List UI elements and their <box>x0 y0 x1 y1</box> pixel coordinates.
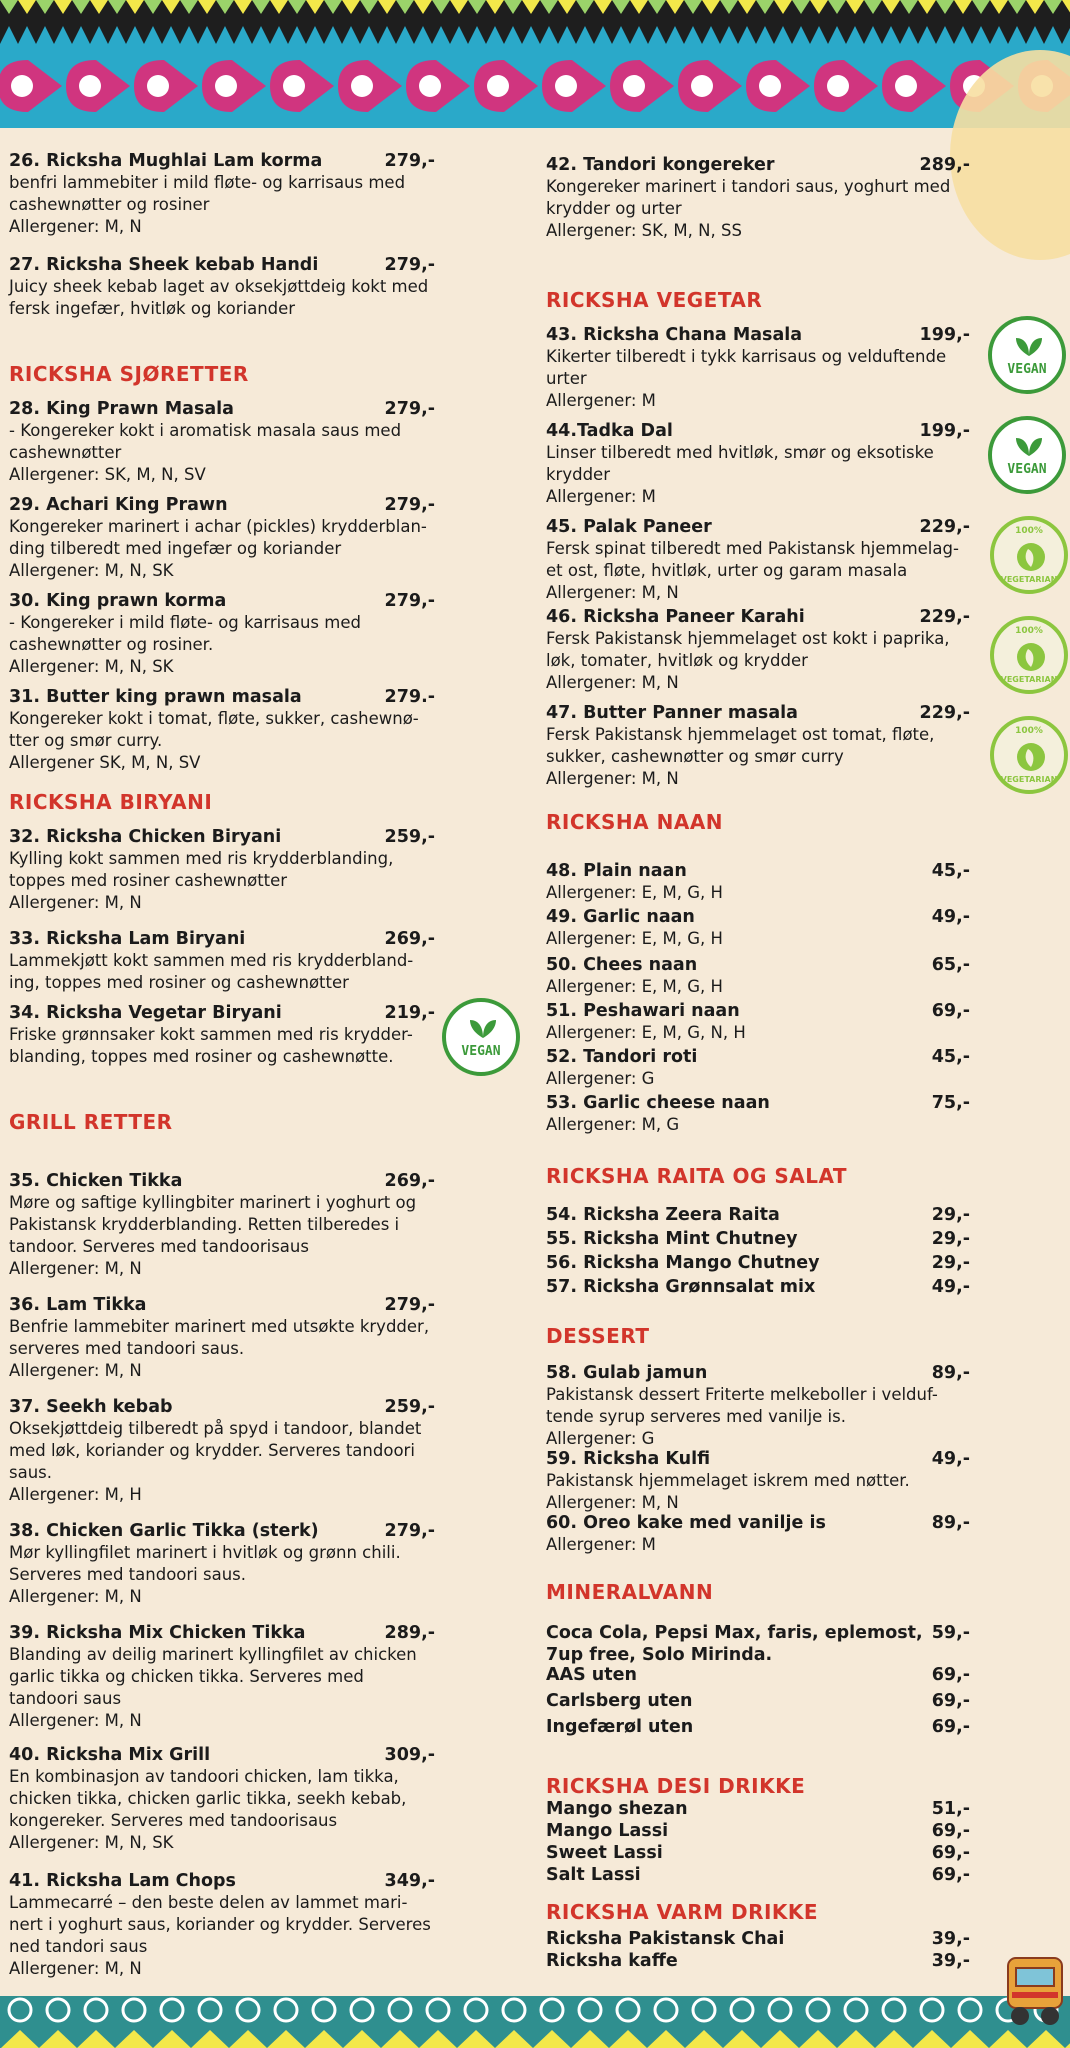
vegan-badge-icon <box>442 998 520 1076</box>
menu-item-price: 279,- <box>384 399 435 419</box>
menu-item-price: 279,- <box>384 1295 435 1315</box>
vegetarian-label: VEGETARIAN <box>1000 675 1058 684</box>
menu-item-head <box>9 1002 439 1024</box>
menu-item <box>546 1690 974 1712</box>
menu-item-head <box>9 1520 439 1542</box>
menu-item-price: 69,- <box>931 1691 970 1711</box>
menu-item-allergens: Allergener: M <box>546 391 656 410</box>
menu-item-price: 69,- <box>931 1843 970 1863</box>
section-title: RICKSHA VEGETAR <box>546 288 763 312</box>
menu-item <box>9 590 439 678</box>
menu-item-head <box>546 860 974 882</box>
menu-item-allergens: Allergener: M, H <box>9 1485 142 1504</box>
menu-item-description: fersk ingefær, hvitløk og koriander <box>9 299 296 318</box>
menu-item-head <box>546 1448 974 1470</box>
menu-item-allergens: Allergener: M, N <box>9 1259 142 1278</box>
menu-item-description: benfri lammebiter i mild fløte- og karrisaus med <box>9 173 406 192</box>
menu-item <box>9 1520 439 1608</box>
menu-item-description: Lammecarré – den beste delen av lammet mari- <box>9 1893 408 1912</box>
menu-item-allergens: Allergener: SK, M, N, SV <box>9 465 206 484</box>
menu-item-head <box>9 1170 439 1192</box>
menu-item-title: 41. Ricksha Lam Chops <box>9 1871 236 1891</box>
menu-item-title: Ricksha Pakistansk Chai <box>546 1929 785 1949</box>
menu-item-head <box>546 954 974 976</box>
menu-item-title: 40. Ricksha Mix Grill <box>9 1745 211 1765</box>
menu-item-description: Fersk Pakistansk hjemmelaget ost tomat, fløte, <box>546 725 935 744</box>
menu-item-title: Ricksha kaffe <box>546 1951 678 1971</box>
menu-item-head <box>546 420 974 442</box>
section-title: RICKSHA SJØRETTER <box>9 362 249 386</box>
menu-item-price: 219,- <box>384 1003 435 1023</box>
menu-item <box>9 1294 439 1382</box>
menu-item-price: 69,- <box>931 1821 970 1841</box>
menu-item-head <box>546 1046 974 1068</box>
menu-item-description: serveres med tandoori saus. <box>9 1339 245 1358</box>
menu-item-head <box>546 1204 974 1226</box>
vegetarian-badge-icon <box>990 516 1068 594</box>
menu-item-title: 57. Ricksha Grønnsalat mix <box>546 1277 816 1297</box>
menu-item-head <box>546 154 974 176</box>
vegan-label: VEGAN <box>461 1044 501 1059</box>
menu-item-allergens: Allergener: M, N <box>546 1493 679 1512</box>
menu-item-price: 69,- <box>931 1717 970 1737</box>
menu-item-title: 53. Garlic cheese naan <box>546 1093 770 1113</box>
menu-item <box>546 606 974 694</box>
leaf-icon <box>1012 434 1046 458</box>
menu-item-head <box>546 1000 974 1022</box>
menu-item <box>9 254 439 320</box>
menu-item-price: 259,- <box>384 827 435 847</box>
menu-item-price: 45,- <box>931 1047 970 1067</box>
menu-item-head <box>9 150 439 172</box>
menu-item-head <box>546 1252 974 1274</box>
section-title: RICKSHA BIRYANI <box>9 790 213 814</box>
menu-item <box>546 516 974 604</box>
menu-item-title: 43. Ricksha Chana Masala <box>546 325 803 345</box>
menu-item-head <box>546 1228 974 1250</box>
menu-item-title: 47. Butter Panner masala <box>546 703 798 723</box>
menu-item-title: 60. Oreo kake med vanilje is <box>546 1513 826 1533</box>
menu-item-allergens: Allergener: M, N <box>9 217 142 236</box>
section-title: GRILL RETTER <box>9 1110 173 1134</box>
menu-item-allergens: Allergener: M <box>546 1535 656 1554</box>
menu-item-price: 59,- <box>931 1623 970 1643</box>
menu-item-price: 279,- <box>384 495 435 515</box>
menu-item-head <box>546 1690 974 1712</box>
menu-item-allergens: Allergener: G <box>546 1429 655 1448</box>
menu-item-head <box>546 906 974 928</box>
menu-item-description: tandoor. Serveres med tandoorisaus <box>9 1237 309 1256</box>
menu-item-description: krydder og urter <box>546 199 682 218</box>
menu-item-head <box>9 1870 439 1892</box>
menu-item-allergens: Allergener: SK, M, N, SS <box>546 221 742 240</box>
menu-item-price: 279,- <box>384 151 435 171</box>
menu-item-description: Oksekjøttdeig tilberedt på spyd i tandoor, blandet <box>9 1419 422 1438</box>
menu-item-description: tende syrup serveres med vanilje is. <box>546 1407 846 1426</box>
menu-item <box>546 1362 974 1450</box>
menu-item-allergens: Allergener: M, N <box>9 1959 142 1978</box>
menu-item-price: 309,- <box>384 1745 435 1765</box>
menu-item-description: saus. <box>9 1463 53 1482</box>
vegetarian-badge-icon <box>990 616 1068 694</box>
leaf-icon <box>1016 540 1046 574</box>
menu-item <box>546 1716 974 1738</box>
menu-item-title: 56. Ricksha Mango Chutney <box>546 1253 820 1273</box>
menu-item-title: 54. Ricksha Zeera Raita <box>546 1205 780 1225</box>
menu-item-title: Coca Cola, Pepsi Max, faris, eplemost, <box>546 1623 923 1643</box>
menu-item-description: Lammekjøtt kokt sammen med ris krydderbland- <box>9 951 414 970</box>
menu-item-title: 48. Plain naan <box>546 861 687 881</box>
menu-item-description: tter og smør curry. <box>9 731 163 750</box>
menu-item <box>9 826 439 914</box>
menu-item-price: 229,- <box>919 607 970 627</box>
menu-item-title: 39. Ricksha Mix Chicken Tikka <box>9 1623 306 1643</box>
menu-item-title: Sweet Lassi <box>546 1843 663 1863</box>
menu-item-title: 58. Gulab jamun <box>546 1363 708 1383</box>
menu-item-allergens: Allergener: M, N <box>9 1361 142 1380</box>
menu-item <box>9 1002 439 1068</box>
menu-item-title: 55. Ricksha Mint Chutney <box>546 1229 798 1249</box>
menu-item-description: sukker, cashewnøtter og smør curry <box>546 747 844 766</box>
menu-item <box>546 154 974 242</box>
leaf-icon <box>1016 740 1046 774</box>
menu-item-description: et ost, fløte, hvitløk, urter og garam masala <box>546 561 908 580</box>
menu-item-description: cashewnøtter <box>9 443 122 462</box>
menu-item <box>546 1928 974 1950</box>
menu-item-allergens: Allergener: M, N <box>546 673 679 692</box>
menu-item-title-line2: 7up free, Solo Mirinda. <box>546 1645 773 1665</box>
menu-item-description: ing, toppes med rosiner og cashewnøtter <box>9 973 349 992</box>
menu-item <box>9 1396 439 1506</box>
menu-item <box>546 1512 974 1556</box>
menu-item-description: Pakistansk hjemmelaget iskrem med nøtter. <box>546 1471 910 1490</box>
menu-item-description: Kongereker kokt i tomat, fløte, sukker, cashewnø- <box>9 709 419 728</box>
menu-item-price: 65,- <box>931 955 970 975</box>
menu-item <box>9 1622 439 1732</box>
rickshaw-truck-icon <box>1002 1950 1068 2030</box>
menu-item-description: Kongereker marinert i achar (pickles) krydderblan- <box>9 517 427 536</box>
menu-item <box>546 1798 974 1820</box>
menu-item-price: 269,- <box>384 929 435 949</box>
menu-item <box>546 1864 974 1886</box>
menu-item <box>546 1950 974 1972</box>
menu-item-title: 45. Palak Paneer <box>546 517 712 537</box>
vegan-badge-icon <box>988 316 1066 394</box>
menu-item-title: 50. Chees naan <box>546 955 698 975</box>
menu-item <box>9 686 439 774</box>
menu-item-head <box>9 1744 439 1766</box>
menu-item <box>546 324 974 412</box>
menu-item-allergens: Allergener: M, N, SK <box>9 657 174 676</box>
menu-item <box>546 954 974 998</box>
menu-item-head <box>9 494 439 516</box>
menu-item-price: 289,- <box>384 1623 435 1643</box>
section-title: RICKSHA DESI DRIKKE <box>546 1774 806 1798</box>
menu-item <box>9 398 439 486</box>
menu-item-title: 28. King Prawn Masala <box>9 399 234 419</box>
menu-item-head <box>546 606 974 628</box>
menu-item-price: 39,- <box>931 1951 970 1971</box>
menu-item-head <box>546 1864 974 1886</box>
menu-item <box>546 1204 974 1226</box>
menu-item-head <box>9 928 439 950</box>
menu-item-price: 229,- <box>919 517 970 537</box>
menu-item-allergens: Allergener: M, N <box>546 583 679 602</box>
menu-item-description: Benfrie lammebiter marinert med utsøkte krydder, <box>9 1317 430 1336</box>
menu-item-allergens: Allergener: E, M, G, H <box>546 929 723 948</box>
menu-item-price: 49,- <box>931 907 970 927</box>
menu-item-allergens: Allergener: M, N <box>9 1711 142 1730</box>
menu-item-description: urter <box>546 369 587 388</box>
section-title: MINERALVANN <box>546 1580 714 1604</box>
section-title: DESSERT <box>546 1324 650 1348</box>
menu-item-price: 69,- <box>931 1001 970 1021</box>
menu-item-description: Pakistansk krydderblanding. Retten tilberedes i <box>9 1215 400 1234</box>
menu-item-price: 89,- <box>931 1363 970 1383</box>
menu-item-price: 349,- <box>384 1871 435 1891</box>
menu-item-description: tandoori saus <box>9 1689 122 1708</box>
menu-item-title: Ingefærøl uten <box>546 1717 694 1737</box>
menu-item <box>546 1252 974 1274</box>
section-title: RICKSHA RAITA OG SALAT <box>546 1164 848 1188</box>
vegetarian-label: VEGETARIAN <box>1000 775 1058 784</box>
menu-item-description: med løk, koriander og krydder. Serveres tandoori <box>9 1441 415 1460</box>
menu-item-price: 279,- <box>384 255 435 275</box>
menu-item-price: 199,- <box>919 325 970 345</box>
menu-item-description: løk, tomater, hvitløk og krydder <box>546 651 808 670</box>
zigzag-pattern <box>0 0 1070 44</box>
menu-item-title: 30. King prawn korma <box>9 591 227 611</box>
menu-item-price: 49,- <box>931 1449 970 1469</box>
menu-item-head <box>546 324 974 346</box>
menu-item-title: 27. Ricksha Sheek kebab Handi <box>9 255 319 275</box>
menu-item-title: 59. Ricksha Kulfi <box>546 1449 711 1469</box>
menu-item <box>546 1228 974 1250</box>
menu-item-price: 39,- <box>931 1929 970 1949</box>
menu-item-head <box>546 1950 974 1972</box>
menu-item-title: Mango shezan <box>546 1799 688 1819</box>
menu-item-description: Kylling kokt sammen med ris krydderblanding, <box>9 849 394 868</box>
menu-item-description: ned tandori saus <box>9 1937 148 1956</box>
menu-item-allergens: Allergener: M, N, SK <box>9 561 174 580</box>
menu-item-description: garlic tikka og chicken tikka. Serveres med <box>9 1667 364 1686</box>
menu-item-description: Linser tilberedt med hvitløk, smør og eksotiske <box>546 443 934 462</box>
menu-item-price: 269,- <box>384 1171 435 1191</box>
menu-item-price: 29,- <box>931 1253 970 1273</box>
menu-item-description: Fersk spinat tilberedt med Pakistansk hjemmelag- <box>546 539 959 558</box>
menu-item-allergens: Allergener: M, N, SK <box>9 1833 174 1852</box>
menu-item-description: - Kongereker kokt i aromatisk masala saus med <box>9 421 402 440</box>
menu-item-title: 29. Achari King Prawn <box>9 495 228 515</box>
menu-item-description: En kombinasjon av tandoori chicken, lam tikka, <box>9 1767 399 1786</box>
leaf-icon <box>1012 334 1046 358</box>
menu-item <box>546 1664 974 1686</box>
menu-item-head <box>9 1622 439 1644</box>
menu-item-title: 42. Tandori kongereker <box>546 155 775 175</box>
menu-item-description: krydder <box>546 465 610 484</box>
menu-item-description: Juicy sheek kebab laget av oksekjøttdeig kokt med <box>9 277 429 296</box>
menu-item-head <box>546 516 974 538</box>
menu-item-price: 29,- <box>931 1205 970 1225</box>
vegan-label: VEGAN <box>1007 462 1047 477</box>
menu-item <box>546 1276 974 1298</box>
menu-item <box>546 1092 974 1136</box>
top-decorative-border <box>0 0 1070 128</box>
menu-item-title: Mango Lassi <box>546 1821 669 1841</box>
menu-item-head <box>546 1362 974 1384</box>
menu-item-description: nert i yoghurt saus, koriander og krydder. Serveres <box>9 1915 431 1934</box>
menu-item-title: 34. Ricksha Vegetar Biryani <box>9 1003 282 1023</box>
menu-item <box>546 1046 974 1090</box>
menu-item <box>546 1820 974 1842</box>
menu-item-head <box>9 826 439 848</box>
menu-item-title: 46. Ricksha Paneer Karahi <box>546 607 805 627</box>
menu-item-price: 229,- <box>919 703 970 723</box>
vegetarian-label: VEGETARIAN <box>1000 575 1058 584</box>
menu-item-allergens: Allergener: E, M, G, H <box>546 883 723 902</box>
menu-item <box>546 860 974 904</box>
bottom-decorative-border <box>0 1996 1070 2048</box>
menu-item-description: blanding, toppes med rosiner og cashewnøtte. <box>9 1047 394 1066</box>
menu-item <box>9 150 439 238</box>
menu-item-head <box>9 590 439 612</box>
menu-item-title: 36. Lam Tikka <box>9 1295 147 1315</box>
menu-item-description: cashewnøtter og rosiner. <box>9 635 214 654</box>
menu-item-price: 51,- <box>931 1799 970 1819</box>
menu-item-title: 52. Tandori roti <box>546 1047 698 1067</box>
menu-item-description: kongereker. Serveres med tandoorisaus <box>9 1811 338 1830</box>
bottom-pattern <box>0 1996 1070 2048</box>
menu-item-title: Salt Lassi <box>546 1865 641 1885</box>
menu-item-description: Blanding av deilig marinert kyllingfilet av chicken <box>9 1645 417 1664</box>
vegan-badge-icon <box>988 416 1066 494</box>
menu-item-title: 33. Ricksha Lam Biryani <box>9 929 246 949</box>
menu-item-title: 37. Seekh kebab <box>9 1397 173 1417</box>
menu-item-title: 26. Ricksha Mughlai Lam korma <box>9 151 323 171</box>
menu-item-price: 75,- <box>931 1093 970 1113</box>
menu-item-title: 44.Tadka Dal <box>546 421 673 441</box>
vegan-label: VEGAN <box>1007 362 1047 377</box>
menu-item-head <box>9 686 439 708</box>
teardrop-pattern <box>0 44 1070 128</box>
menu-item-head <box>9 1396 439 1418</box>
menu-item-head <box>546 1798 974 1820</box>
vegetarian-percent: 100% <box>1015 626 1043 636</box>
menu-item-allergens: Allergener: M, G <box>546 1115 680 1134</box>
vegetarian-percent: 100% <box>1015 526 1043 536</box>
menu-item-allergens: Allergener: E, M, G, N, H <box>546 1023 746 1042</box>
section-title: RICKSHA VARM DRIKKE <box>546 1900 819 1924</box>
menu-item-price: 279,- <box>384 591 435 611</box>
menu-item-description: cashewnøtter og rosiner <box>9 195 210 214</box>
section-title: RICKSHA NAAN <box>546 810 724 834</box>
menu-item <box>546 1000 974 1044</box>
menu-item-head <box>9 1294 439 1316</box>
menu-item-price: 69,- <box>931 1865 970 1885</box>
menu-item-head <box>546 1512 974 1534</box>
menu-item-price: 89,- <box>931 1513 970 1533</box>
menu-item-description: Kongereker marinert i tandori saus, yoghurt med <box>546 177 951 196</box>
menu-item-title: AAS uten <box>546 1665 637 1685</box>
vegetarian-badge-icon <box>990 716 1068 794</box>
menu-item-allergens: Allergener SK, M, N, SV <box>9 753 201 772</box>
menu-item-allergens: Allergener: G <box>546 1069 655 1088</box>
menu-item-head <box>546 702 974 724</box>
menu-item-price: 279,- <box>384 1521 435 1541</box>
menu-item-price: 45,- <box>931 861 970 881</box>
menu-item <box>546 702 974 790</box>
menu-item-description: Mør kyllingfilet marinert i hvitløk og grønn chili. <box>9 1543 401 1562</box>
menu-item-price: 259,- <box>384 1397 435 1417</box>
menu-item-allergens: Allergener: M <box>546 487 656 506</box>
menu-item-description: Møre og saftige kyllingbiter marinert i yoghurt og <box>9 1193 417 1212</box>
menu-item-price: 289,- <box>919 155 970 175</box>
leaf-icon <box>1016 640 1046 674</box>
menu-item-allergens: Allergener: M, N <box>9 893 142 912</box>
menu-item-allergens: Allergener: M, N <box>546 769 679 788</box>
menu-item-title: 38. Chicken Garlic Tikka (sterk) <box>9 1521 319 1541</box>
menu-item-price: 69,- <box>931 1665 970 1685</box>
menu-item-title: 51. Peshawari naan <box>546 1001 740 1021</box>
menu-item-allergens: Allergener: M, N <box>9 1587 142 1606</box>
menu-item-description: Serveres med tandoori saus. <box>9 1565 247 1584</box>
menu-item-price: 29,- <box>931 1229 970 1249</box>
menu-item-price: 49,- <box>931 1277 970 1297</box>
menu-item-description: Fersk Pakistansk hjemmelaget ost kokt i paprika, <box>546 629 950 648</box>
menu-item <box>546 1842 974 1864</box>
menu-item-head <box>546 1820 974 1842</box>
menu-item-head <box>9 254 439 276</box>
menu-item-description: - Kongereker i mild fløte- og karrisaus med <box>9 613 361 632</box>
menu-item <box>546 1448 974 1514</box>
menu-item-head <box>9 398 439 420</box>
menu-item-description: toppes med rosiner cashewnøtter <box>9 871 288 890</box>
leaf-icon <box>466 1016 500 1040</box>
menu-item <box>9 928 439 994</box>
menu-item-title: 35. Chicken Tikka <box>9 1171 183 1191</box>
menu-item-description: Pakistansk dessert Friterte melkeboller i velduf- <box>546 1385 938 1404</box>
menu-item-head <box>546 1716 974 1738</box>
menu-item <box>546 906 974 950</box>
menu-item-description: Kikerter tilberedt i tykk karrisaus og velduftende <box>546 347 947 366</box>
menu-item-allergens: Allergener: E, M, G, H <box>546 977 723 996</box>
menu-item-price: 279.- <box>384 687 435 707</box>
menu-item <box>9 1170 439 1280</box>
menu-item-description: ding tilberedt med ingefær og koriander <box>9 539 342 558</box>
menu-item-title: Carlsberg uten <box>546 1691 693 1711</box>
menu-item-description: Friske grønnsaker kokt sammen med ris krydder- <box>9 1025 413 1044</box>
menu-item-title: 32. Ricksha Chicken Biryani <box>9 827 282 847</box>
menu-item-head <box>546 1622 974 1644</box>
menu-item-title: 49. Garlic naan <box>546 907 695 927</box>
vegetarian-percent: 100% <box>1015 726 1043 736</box>
menu-item-head <box>546 1928 974 1950</box>
menu-item-description: chicken tikka, chicken garlic tikka, seekh kebab, <box>9 1789 407 1808</box>
menu-item <box>546 420 974 508</box>
menu-item-head <box>546 1276 974 1298</box>
menu-item <box>9 494 439 582</box>
menu-item <box>546 1622 974 1666</box>
menu-item <box>9 1870 439 1980</box>
menu-item-head <box>546 1664 974 1686</box>
menu-item <box>9 1744 439 1854</box>
menu-item-head <box>546 1092 974 1114</box>
menu-item-price: 199,- <box>919 421 970 441</box>
menu-item-head <box>546 1842 974 1864</box>
menu-item-title: 31. Butter king prawn masala <box>9 687 302 707</box>
